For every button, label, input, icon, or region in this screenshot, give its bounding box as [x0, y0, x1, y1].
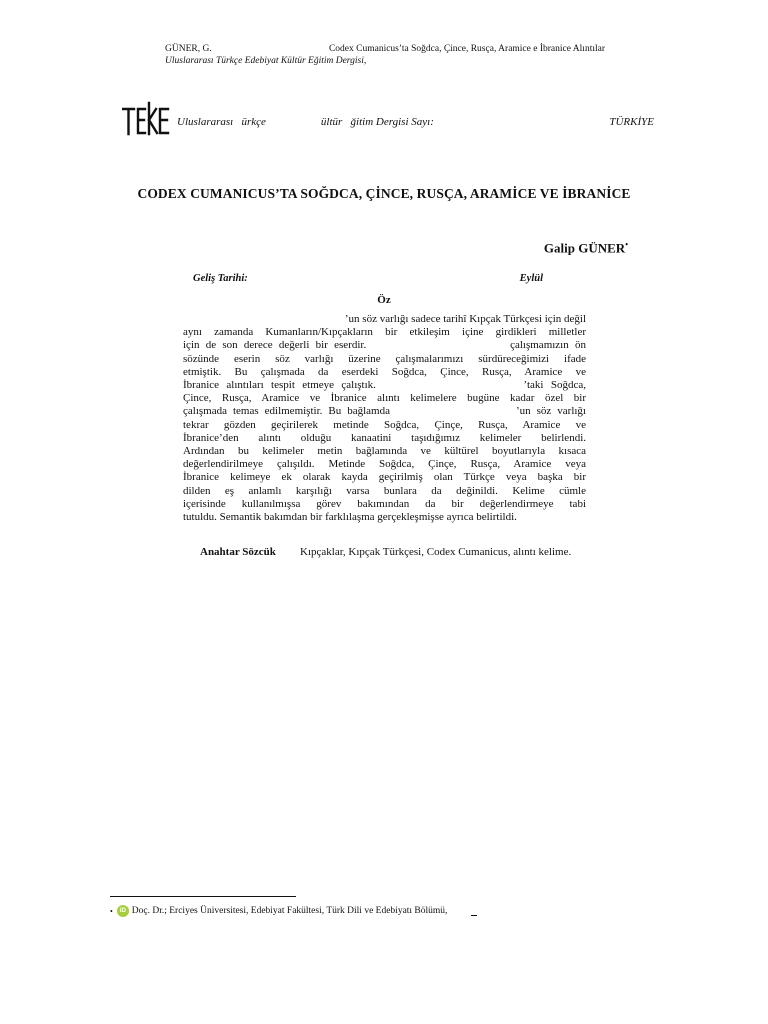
abstract-line: dilden eş anlamlı karşılığı varsa bunlara da değinildi. Kelime cümle [183, 484, 586, 497]
running-head-title: Codex Cumanicus’ta Soğdca, Çince, Rusça, Aramice e İbranice Alıntılar [328, 44, 605, 54]
keywords-value: Kıpçaklar, Kıpçak Türkçesi, Codex Cumanicus, alıntı kelime. [300, 546, 572, 558]
article-author [544, 240, 628, 256]
abstract-line: İbranice’den alıntı olduğu kanaatini taşıdığımız kelimeler belirlendi. [183, 431, 586, 444]
author-footnote-mark[interactable]: • [625, 240, 628, 249]
journal-bar [122, 100, 654, 136]
journal-name: Uluslararası ürkçe ültür ğitim Dergisi Sayı: [177, 116, 434, 128]
footnote-divider [110, 896, 296, 897]
received-month: Eylül [519, 273, 543, 284]
abstract-line: etmiştik. Bu çalışmada da eserdeki Soğdca, Çince, Rusça, Aramice ve [183, 365, 586, 378]
footnote-link-stub [471, 907, 477, 916]
received-date-label: Geliş Tarihi: [193, 273, 248, 284]
abstract-body [183, 313, 586, 524]
abstract-heading: Öz [377, 294, 391, 306]
running-head-journal: Uluslararası Türkçe Edebiyat Kültür Eğitim Dergisi, [165, 56, 367, 66]
abstract-line: ’un söz varlığı sadece tarihî Kıpçak Türkçesi için değil [344, 313, 586, 325]
journal-country: TÜRKİYE [609, 116, 654, 128]
abstract-line: sözünde eserin söz varlığı üzerine çalışmalarımızı sürdüreceğimizi ifade [183, 352, 586, 365]
orcid-icon[interactable]: iD [117, 905, 129, 917]
footnote-text: Doç. Dr.; Erciyes Üniversitesi, Edebiyat Fakültesi, Türk Dili ve Edebiyatı Bölümü, [131, 906, 448, 916]
abstract-line: değerlendirilmeye çalışıldı. Metinde Soğdca, Çinçe, Rusça, Aramice veya [183, 458, 586, 471]
abstract-line: Ardından bu kelimeler metin bağlamında ve kültürel boyutlarıyla kısaca [183, 445, 586, 458]
keywords-label: Anahtar Sözcük [200, 546, 276, 558]
abstract-line: aynı zamanda Kumanların/Kıpçakların bir etkileşim içine girdikleri milletler [183, 326, 586, 339]
abstract-line: tutuldu. Semantik bakımdan bir farklılaşma gerçekleşmişse ayrıca belirtildi. [183, 511, 517, 524]
journal-logo [122, 100, 170, 136]
running-head [165, 43, 605, 67]
author-name: Galip GÜNER [543, 240, 626, 256]
abstract-line: Çince, Rusça, Aramice ve İbranice alıntı kelimelere bugüne kadar özel bir [183, 392, 586, 405]
footnote-mark: • [110, 906, 113, 916]
running-head-author: GÜNER, G. [165, 44, 212, 54]
article-title: CODEX CUMANICUS’TA SOĞDCA, ÇİNCE, RUSÇA, ARAMİCE VE İBRANİCE [137, 186, 631, 201]
abstract-line: İbranice kelimeye ek olarak kayda geçirilmiş olan Türkçe veya başka bir [183, 471, 586, 484]
abstract-line: çalışmada temas edilmemiştir. Bu bağlamda ’un söz varlığı [183, 405, 586, 418]
abstract-line: için de son derece değerli bir eserdir. çalışmamızın ön [183, 339, 586, 352]
abstract-line: içerisinde kullanılmışsa görev bakımından da bir değerlendirmeye tabi [183, 497, 586, 510]
footnote [110, 905, 477, 917]
abstract-line: tekrar gözden geçirilerek metinde Soğdca, Çinçe, Rusça, Aramice ve [183, 418, 586, 431]
abstract-line: İbranice alıntıları tespit etmeye çalıştık. ’taki Soğdca, [183, 379, 586, 392]
